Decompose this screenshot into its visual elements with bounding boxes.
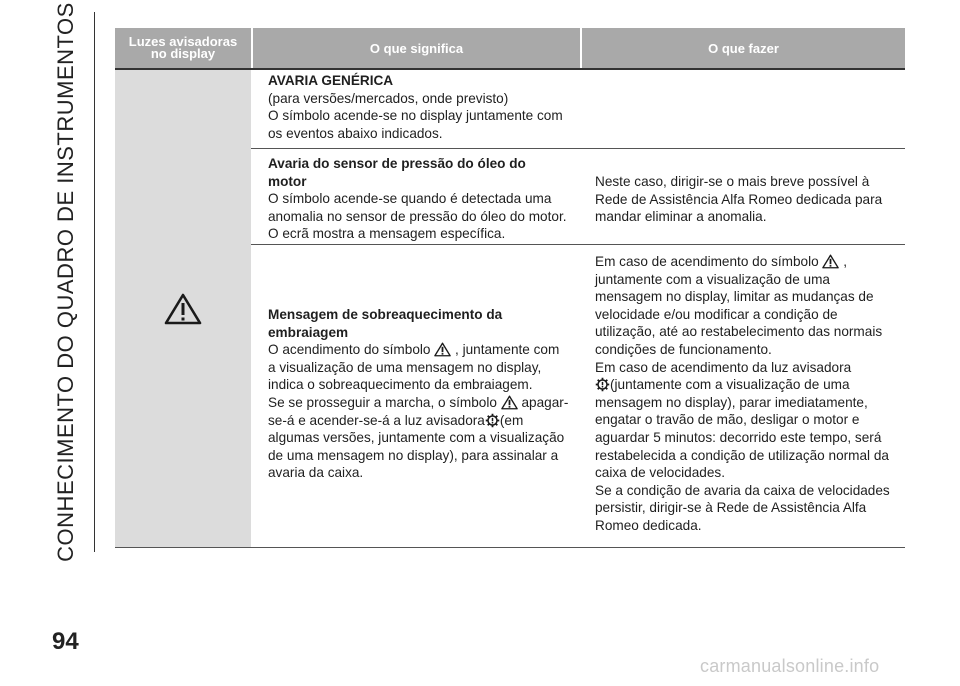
row-clutch-overheat-meaning: Mensagem de sobreaquecimento da embraiagem O acendimento do símbolo , juntamente com a visualização de uma mensagem no display, indica o sobreaquecimento da embraiagem. Se se prosseguir a marcha, o símbolo apagar- se-á e acender-se-á a luz avisadora (em algumas versões, juntamente com a visualização de uma mensagem no display), para assinalar a avaria da caixa. (268, 307, 569, 481)
row-oil-sensor-meaning: Avaria do sensor de pressão do óleo do motor O símbolo acende-se quando é detectada uma anomalia no sensor de pressão do óleo do motor. O ecrã mostra a mensagem específica. (268, 156, 567, 242)
gearbox-fault-icon (595, 377, 610, 392)
table-bottom-rule (115, 547, 905, 548)
table-header (115, 28, 905, 70)
header-col-warning-lights: Luzes avisadoras no display (128, 34, 238, 61)
row-generic-fault-meaning: AVARIA GENÉRICA (para versões/mercados, onde previsto) O símbolo acende-se no display juntamente com os eventos abaixo indicados. (268, 73, 563, 141)
warning-triangle-icon (822, 254, 839, 269)
watermark: carmanualsonline.info (700, 656, 880, 676)
row-divider (251, 148, 905, 149)
symbol-column (115, 70, 251, 547)
warning-triangle-icon (501, 395, 518, 410)
warning-triangle-icon (434, 342, 451, 357)
header-col-action: O que fazer (708, 40, 779, 56)
chapter-divider (94, 12, 95, 552)
row-divider (251, 244, 905, 245)
gearbox-fault-icon (485, 413, 500, 428)
row-clutch-overheat-action: Em caso de acendimento do símbolo , juntamente com a visualização de uma mensagem no display, limitar as mudanças de velocidade e/ou modificar a condição de utilização, até ao restabelecimento das normais condições de funcionamento. Em caso de acendimento da luz avisadora (juntamente com a visualização de uma mensagem no display), parar imediatamente, engatar o travão de mão, desligar o motor e aguardar 5 minutos: decorrido este tempo, será restabelecida a condição de utilização normal da caixa de velocidades. Se a condição de avaria da caixa de velocidades persistir, dirigir-se à Rede de Assistência Alfa Romeo dedicada. (595, 254, 890, 533)
warning-triangle-icon (164, 293, 202, 325)
row-oil-sensor-action: Neste caso, dirigir-se o mais breve possível à Rede de Assistência Alfa Romeo dedicada para mandar eliminar a anomalia. (595, 174, 883, 225)
header-col-meaning: O que significa (369, 40, 464, 56)
page-number: 94 (52, 628, 79, 655)
chapter-title: CONHECIMENTO DO QUADRO DE INSTRUMENTOS (53, 2, 79, 562)
